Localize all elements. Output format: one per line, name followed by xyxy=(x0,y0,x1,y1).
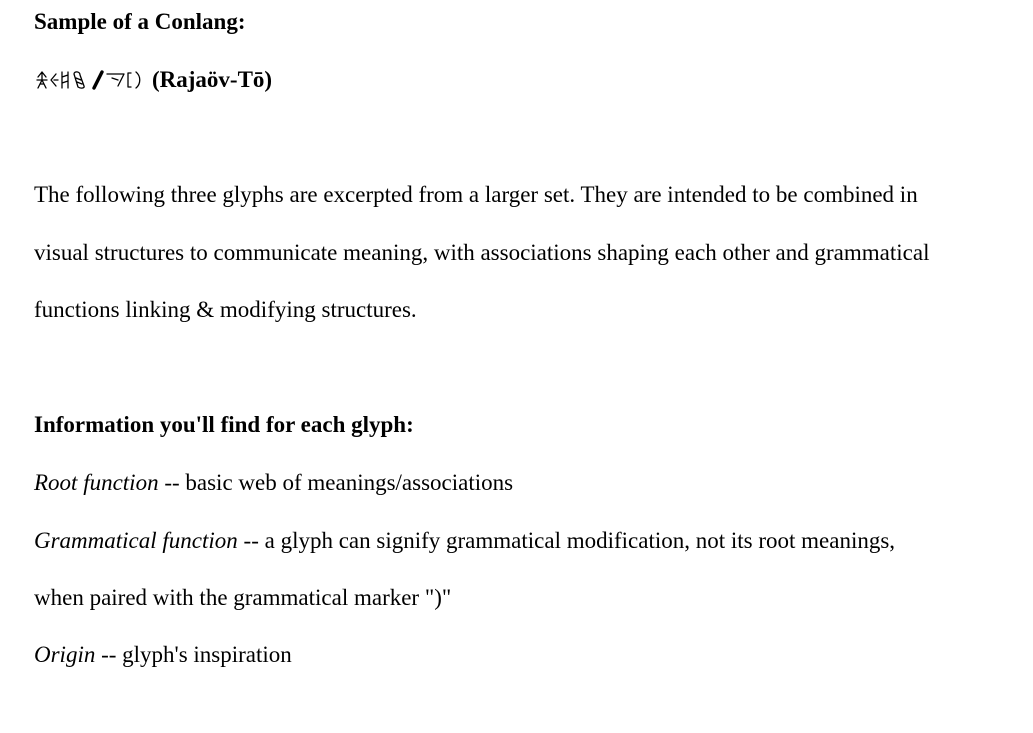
conlang-script-glyphs-icon xyxy=(34,66,146,94)
intro-line-1: The following three glyphs are excerpted from a larger set. They are intended to be combined in xyxy=(34,182,918,207)
info-term: Grammatical function xyxy=(34,528,238,553)
info-heading: Information you'll find for each glyph: xyxy=(34,412,414,437)
conlang-romanized-name: (Rajaöv-Tō) xyxy=(152,67,273,92)
info-term: Root function xyxy=(34,470,159,495)
info-item-grammatical-function-continued xyxy=(34,584,451,612)
info-term: Origin xyxy=(34,642,96,667)
info-item-origin xyxy=(34,641,292,669)
conlang-name-line xyxy=(34,66,272,94)
document-title: Sample of a Conlang: xyxy=(34,9,246,34)
info-item-root-function xyxy=(34,469,513,497)
intro-line-3: functions linking & modifying structures. xyxy=(34,297,417,322)
info-description: when paired with the grammatical marker ")" xyxy=(34,585,452,610)
info-description: -- a glyph can signify grammatical modification, not its root meanings, xyxy=(237,528,896,553)
info-description: -- basic web of meanings/associations xyxy=(158,470,514,495)
info-item-grammatical-function xyxy=(34,527,895,555)
info-description: -- glyph's inspiration xyxy=(95,642,292,667)
intro-line-2: visual structures to communicate meaning, with associations shaping each other and grammatical xyxy=(34,240,930,265)
